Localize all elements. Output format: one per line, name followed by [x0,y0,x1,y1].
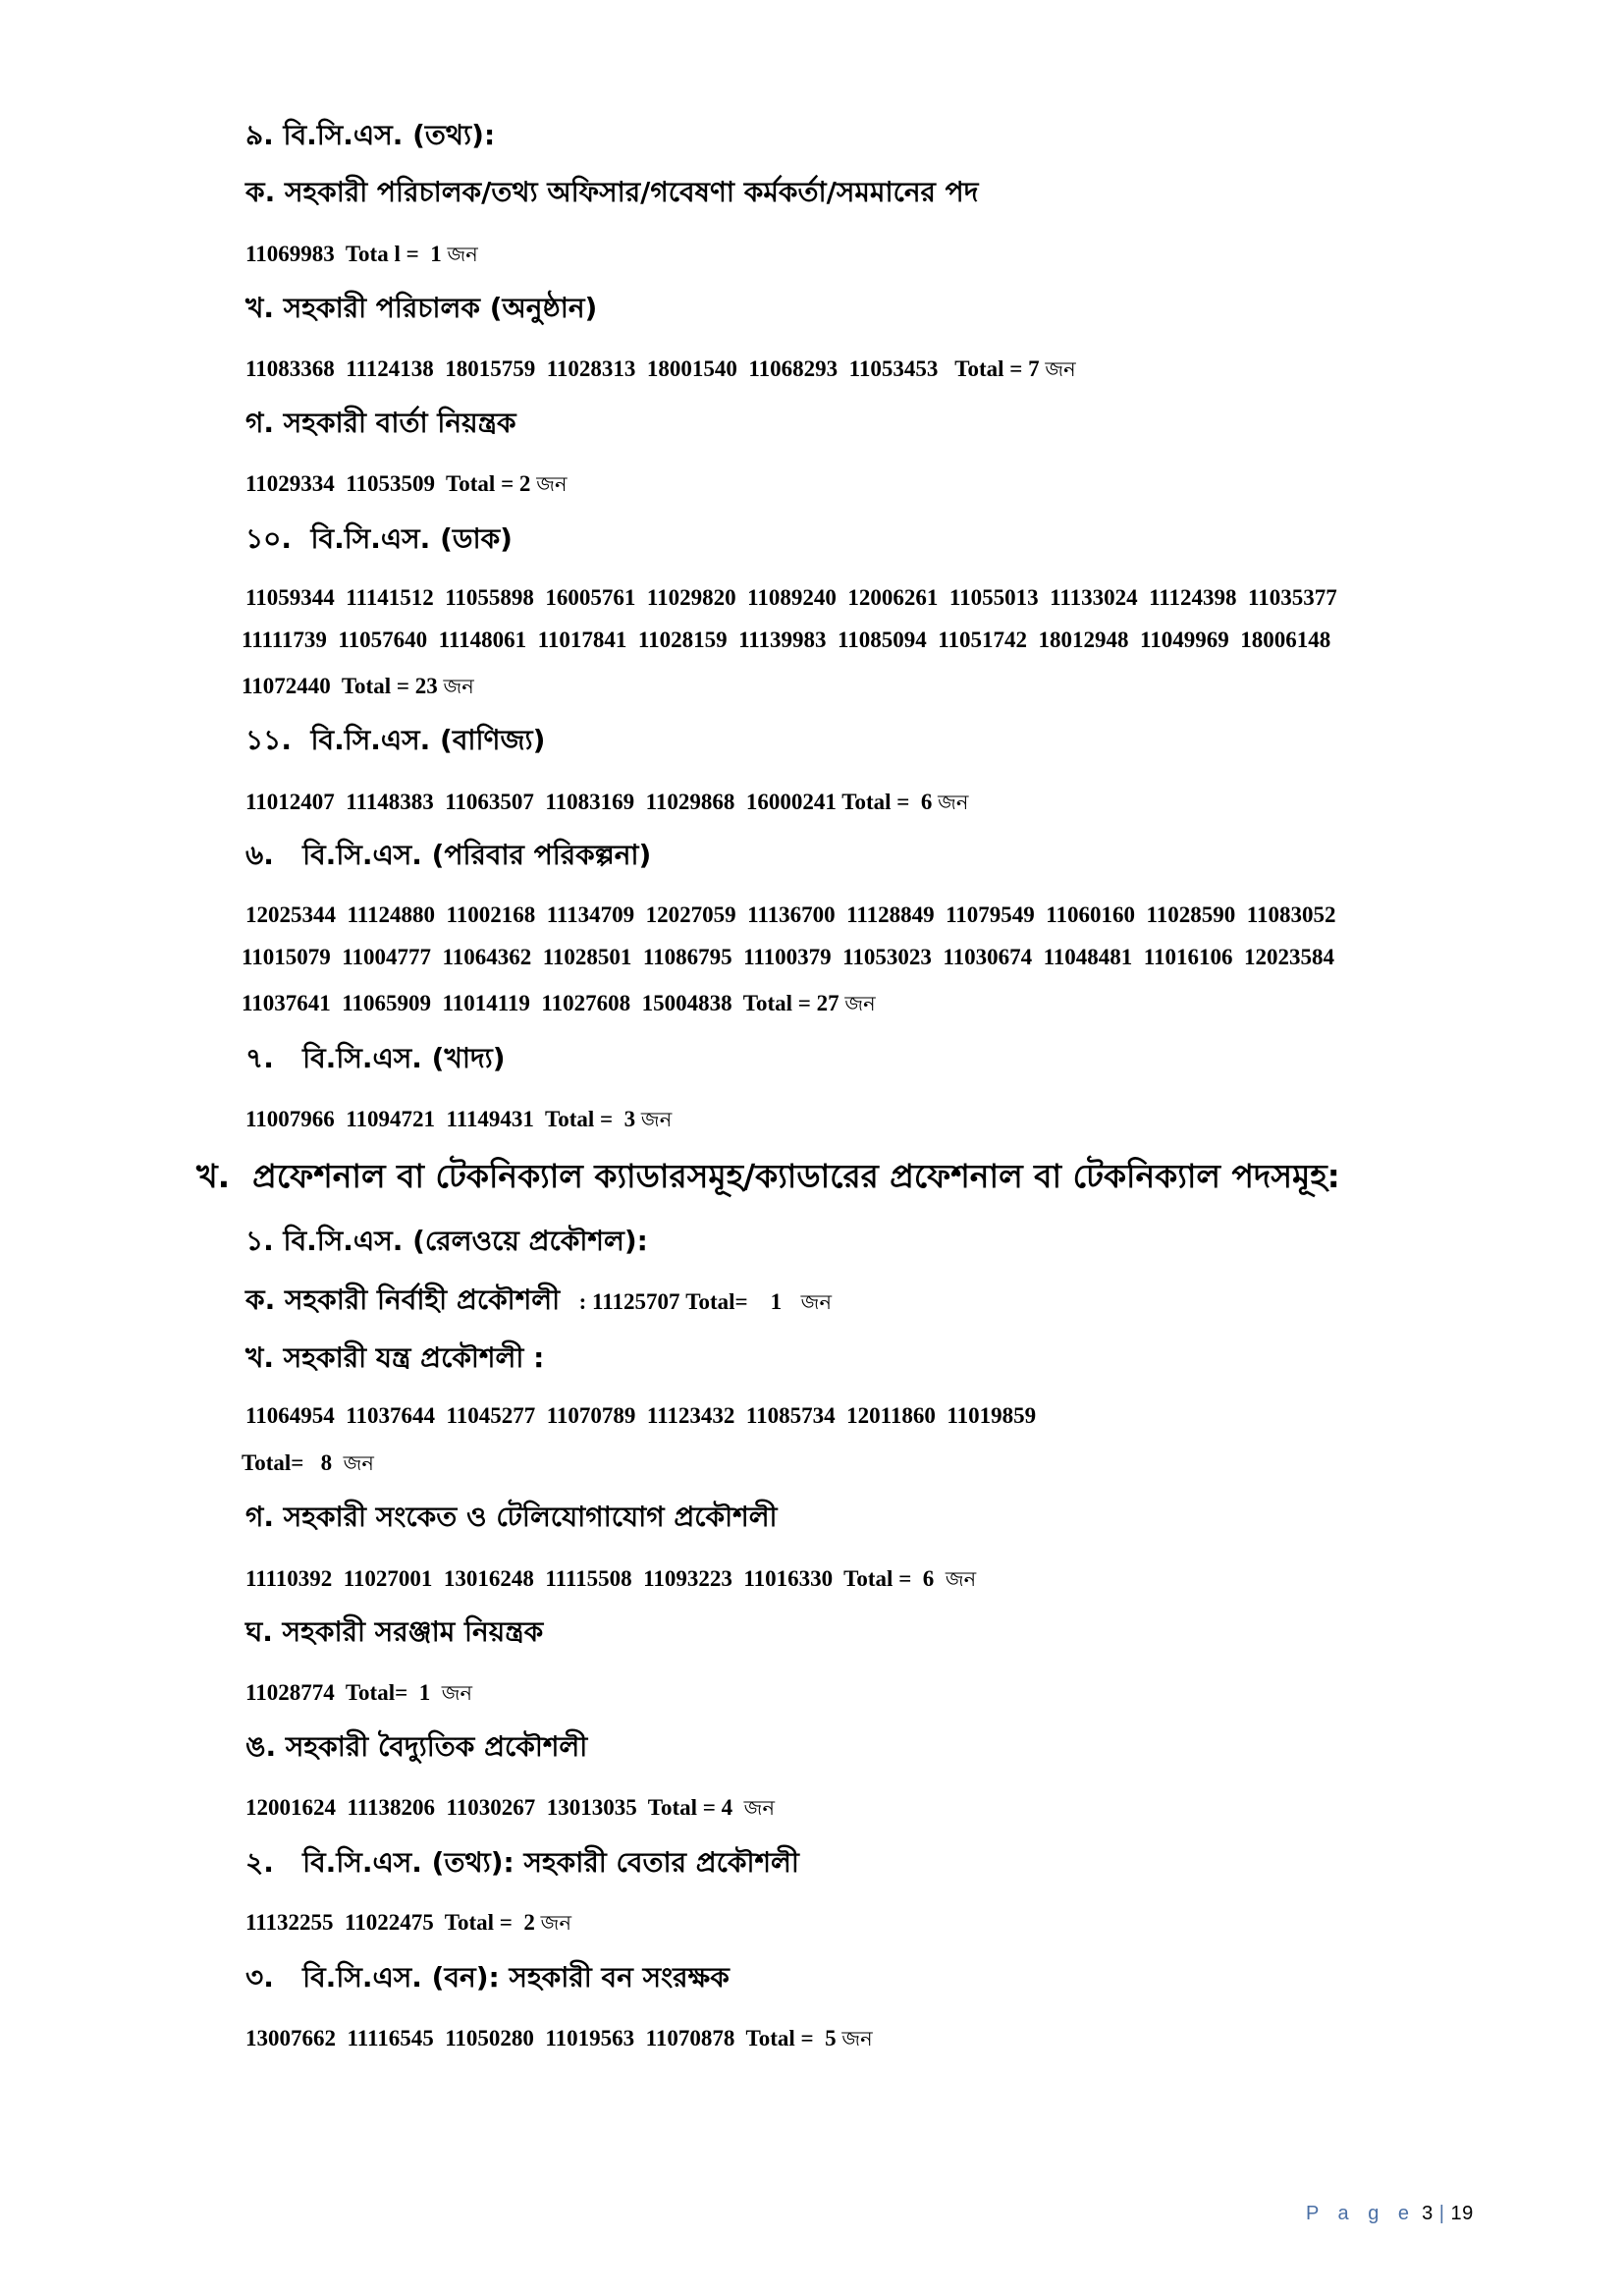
heading-bcs-food: ৭. বি.সি.এস. (খাদ্য) [245,1042,506,1074]
subheading-news-controller: গ. সহকারী বার্তা নিয়ন্ত্রক [245,407,516,439]
subheading-assistant-mechanical-engineer: খ. সহকারী যন্ত্র প্রকৌশলী : [245,1341,545,1374]
id-list-line: 11072440 Total = 23 জন [242,674,474,698]
id-list-line: 11132255 11022475 Total = 2 জন [245,1910,571,1935]
subheading-assistant-director: ক. সহকারী পরিচালক/তথ্য অফিসার/গবেষণা কর্মকর্তা/সমমানের পদ [245,176,979,208]
id-list-line: 13007662 11116545 11050280 11019563 11070878 Total = 5 জন [245,2026,873,2050]
heading-bcs-commerce: ১১. বি.সি.এস. (বাণিজ্য) [245,724,546,756]
subheading-assistant-director-program: খ. সহকারী পরিচালক (অনুষ্ঠান) [245,292,598,324]
id-list-line: 11028774 Total= 1 জন [245,1680,473,1705]
heading-bcs-information: ৯. বি.সি.এস. (তথ্য): [245,119,496,151]
page-number: 3 [1422,2203,1434,2224]
page-label: P a g e [1306,2203,1417,2224]
id-list-line: 11083368 11124138 18015759 11028313 18001540 11068293 11053453 Total = 7 জন [245,356,1076,381]
page-separator: | [1438,2203,1445,2224]
heading-bcs-forest: ৩. বি.সি.এস. (বন): সহকারী বন সংরক্ষক [245,1961,730,1994]
section-heading-professional-technical: খ. প্রফেশনাল বা টেকনিক্যাল ক্যাডারসমূহ/ক্যাডারের প্রফেশনাল বা টেকনিক্যাল পদসমূহ: [196,1157,1340,1195]
id-list-line: 11064954 11037644 11045277 11070789 11123432 11085734 12011860 11019859 [245,1403,1037,1428]
subheading-signal-telecom-engineer: গ. সহকারী সংকেত ও টেলিযোগাযোগ প্রকৌশলী [245,1501,778,1533]
id-list-line: 11037641 11065909 11014119 11027608 15004838 Total = 27 জন [242,991,876,1015]
id-list-line: 11012407 11148383 11063507 11083169 11029868 16000241 Total = 6 জন [245,790,969,814]
id-list-line: 12001624 11138206 11030267 13013035 Total = 4 জন [245,1795,775,1820]
id-list-line: Total= 8 জন [242,1450,374,1475]
id-list-line: 11069983 Tota l = 1 জন [245,242,478,266]
id-list-line: 11059344 11141512 11055898 16005761 11029820 11089240 12006261 11055013 11133024 11124398 11035377 [245,585,1337,610]
id-list-line: 11015079 11004777 11064362 11028501 11086795 11100379 11053023 11030674 11048481 11016106 12023584 [242,945,1335,969]
page-footer [1306,2203,1474,2225]
subheading-assistant-executive-engineer: ক. সহকারী নির্বাহী প্রকৌশলী : 11125707 Total= 1 জন [245,1284,832,1316]
subheading-electrical-engineer: ঙ. সহকারী বৈদ্যুতিক প্রকৌশলী [245,1730,588,1763]
id-list-line: 11110392 11027001 13016248 11115508 11093223 11016330 Total = 6 জন [245,1566,977,1591]
id-list-line: 12025344 11124880 11002168 11134709 12027059 11136700 11128849 11079549 11060160 11028590 11083052 [245,902,1336,927]
heading-bcs-information-radio: ২. বি.সি.এস. (তথ্য): সহকারী বেতার প্রকৌশলী [245,1846,799,1879]
heading-bcs-railway-engineering: ১. বি.সি.এস. (রেলওয়ে প্রকৌশল): [245,1225,648,1257]
heading-bcs-postal: ১০. বি.সি.এস. (ডাক) [245,522,513,555]
id-list-line: 11029334 11053509 Total = 2 জন [245,471,568,496]
page-total: 19 [1450,2203,1474,2224]
heading-bcs-family-planning: ৬. বি.সি.এস. (পরিবার পরিকল্পনা) [245,839,652,871]
id-list-line: 11007966 11094721 11149431 Total = 3 জন [245,1107,673,1131]
id-list-line: 11111739 11057640 11148061 11017841 11028159 11139983 11085094 11051742 18012948 11049969 18006148 [242,628,1331,652]
subheading-equipment-controller: ঘ. সহকারী সরঞ্জাম নিয়ন্ত্রক [245,1615,544,1648]
